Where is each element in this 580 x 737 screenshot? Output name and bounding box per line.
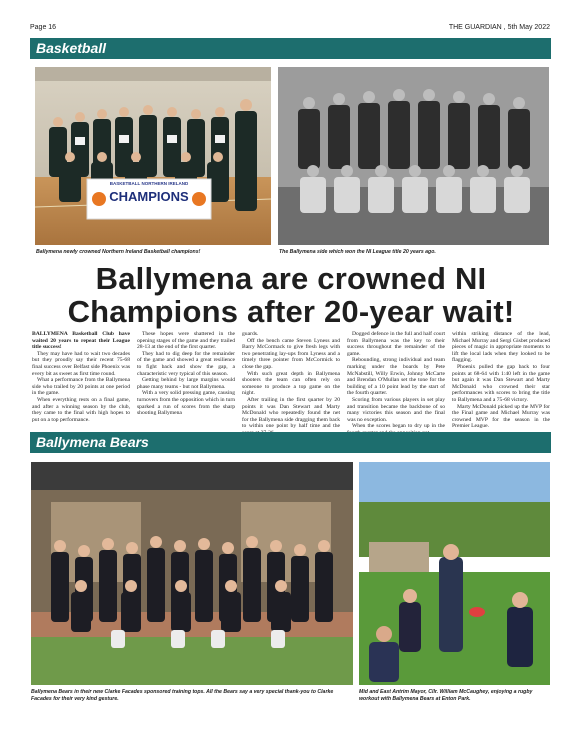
article-paragraph: They may have had to wait two decades but they proudly say their recent 75-68 final success over Belfast side Phoenix was every bit as sweet as first time round. bbox=[32, 350, 130, 377]
article-paragraph: What a performance from the Ballymena side who trailed by 20 points at one period in the game. bbox=[32, 377, 130, 397]
banner-top-text: BASKETBALL NORTHERN IRELAND bbox=[109, 181, 189, 186]
article-column-4 bbox=[347, 331, 445, 437]
article-paragraph: guards. bbox=[242, 331, 259, 337]
article-paragraph: Marty McDonald picked up the MVP for the Final game and Michael Murray was crowned MVP for the season in the Premier League. bbox=[452, 403, 550, 430]
article-paragraph: When the scores began to dry up in the bbox=[352, 423, 445, 430]
article-paragraph: Off the bench came Steven Lyness and Barry McCormack to give fresh legs with two penetrating lay-ups from Lyness and a timely three pointer from McCormick to close the gap. bbox=[242, 337, 340, 370]
section-bar-bears: Ballymena Bears bbox=[30, 432, 551, 453]
banner-champions-text: CHAMPIONS bbox=[109, 189, 189, 204]
article-column-5 bbox=[452, 331, 550, 430]
article-column-1 bbox=[32, 331, 130, 423]
article-paragraph: With such great depth in Ballymena shooters the team can often rely on someone to produce a top game on the night. bbox=[242, 370, 340, 397]
mayor-photo-image bbox=[359, 462, 550, 685]
photo-mayor-rugby bbox=[359, 462, 550, 685]
article-column-3 bbox=[242, 331, 340, 437]
article-paragraph: Phoenix pulled the gap back to four points at 68-64 with 1:40 left in the game but again it was Dan Stewart and Marty McDonald who crowned their star performances with scores to bring the title to Ballymena and a 75-68 victory. bbox=[452, 363, 550, 403]
caption-bears: Ballymena Bears in their new Clarke Facades sponsored training tops. All the Bears say a very special thank-you to Clarke Facades for their very kind gesture. bbox=[31, 689, 334, 702]
article-paragraph: They had to dig deep for the remainder of the game and showed a great resilience to fight back and show the gap, a characteristic very typical of this season. bbox=[137, 350, 235, 377]
caption-mayor: Mid and East Antrim Mayor, Cllr. William McCaughey, enjoying a rugby workout with Ballymena Bears at Enton Park. bbox=[359, 689, 533, 702]
article-paragraph: BALLYMENA Basketball Club have waited 20 years to repeat their League title success! bbox=[32, 331, 130, 351]
photo-team-20-years-ago bbox=[278, 67, 549, 245]
bears-photo-image bbox=[31, 462, 353, 685]
article-paragraph: These hopes were shattered in the opening stages of the game and they trailed 28-13 at the end of the first quarter. bbox=[137, 331, 235, 351]
photo-bears-training-tops bbox=[31, 462, 353, 685]
article-paragraph: Getting behind by large margins would phase many teams - but not Ballymena. bbox=[137, 377, 235, 390]
article-paragraph: Dogged defence in the full and half court from Ballymena was the key to their success throughout the remainder of the game. bbox=[347, 331, 445, 357]
team-20-photo-image bbox=[278, 67, 549, 245]
article-paragraph: When everything rests on a final game, and after a winning season by the club, they came to the final with high hopes to put on a top performance. bbox=[32, 396, 130, 423]
article-column-2 bbox=[137, 331, 235, 417]
article-paragraph: within striking distance of the lead, Michael Murray and Sergi Gisbet produced pieces of magic in appropriate moments to lift the local lads when they looked to be flagging. bbox=[452, 331, 550, 364]
article-paragraph: Rebounding, strong individual and team marking under the boards by Pete McNabstill, Willy Erwin, Johnny McCarte and Brendan O'Mullan set the tone for the building of a 10 point lead by the start of the fourth quarter. bbox=[347, 357, 445, 397]
masthead: THE GUARDIAN , 5th May 2022 bbox=[448, 24, 550, 31]
headline: Ballymena are crowned NI Champions after 20-year wait! bbox=[67, 261, 515, 329]
page-header bbox=[30, 22, 550, 34]
photo-champions bbox=[35, 67, 271, 245]
caption-team-20: The Ballymena side which won the NI League title 20 years ago. bbox=[279, 249, 436, 255]
article-paragraph: Scoring from various players in set play and transition became the backbone of so many victories this season and the final was no exception. bbox=[347, 396, 445, 423]
section-bar-basketball: Basketball bbox=[30, 38, 551, 59]
page-number: Page 16 bbox=[30, 24, 57, 31]
champions-photo-image bbox=[35, 67, 271, 245]
caption-champions: Ballymena newly crowned Northern Ireland Basketball champions! bbox=[36, 249, 201, 255]
article-paragraph: After trailing in the first quarter by 20 points it was Dan Stewart and Marty McDonald who repeatedly found the net for the Ballymena side dragging them back to within one point by half time and the bbox=[242, 396, 340, 430]
article-paragraph: With a very solid pressing game, causing turnovers from the opposition which in turn sparked a run of scores from the sharp shooting Ballymena bbox=[137, 390, 235, 417]
